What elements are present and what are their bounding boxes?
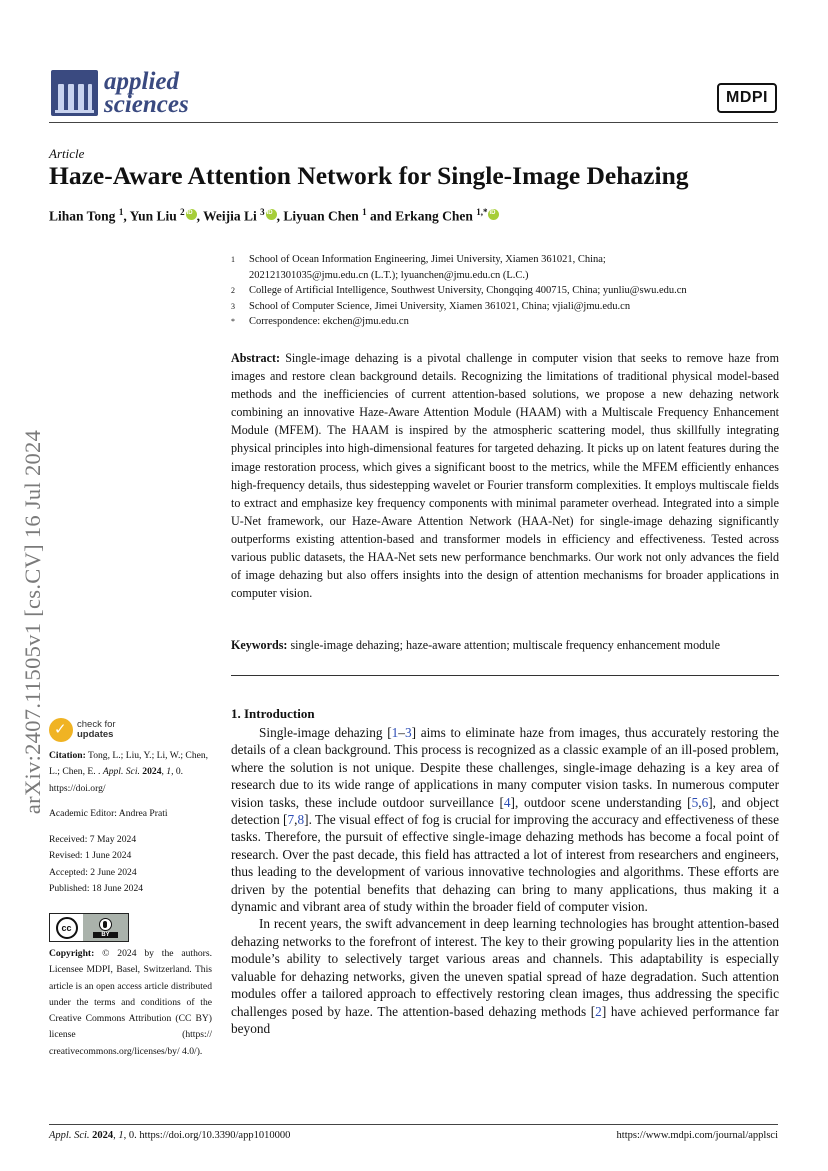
author-affiliation-mark: 1 (118, 207, 124, 217)
journal-name (104, 70, 189, 116)
author-name: Liyuan Chen (283, 208, 363, 224)
publisher-logo (717, 83, 777, 113)
journal-logo-icon (51, 70, 98, 116)
journal-logo (51, 70, 189, 116)
author-affiliation-mark: 1 (362, 207, 367, 217)
publisher-name: MDPI (717, 83, 777, 113)
citation-link[interactable]: 2 (595, 1003, 602, 1019)
author-affiliation-mark: 2 (180, 207, 185, 217)
arxiv-stamp (13, 372, 53, 872)
author-name: Yun Liu (129, 208, 181, 224)
journal-name-line1: applied (104, 68, 179, 95)
citation: Citation: Tong, L.; Liu, Y.; Li, W.; Chen, L.; Chen, E. . Appl. Sci. 2024, 1, 0. https://doi.org/ (49, 750, 209, 794)
section-heading: 1. Introduction (231, 706, 315, 721)
paragraph: Single-image dehazing [1–3] aims to eliminate haze from images, thus accurately restoring the details of a clean background. This process is recognized as a classic example of an ill-posed problem, where the solution is not unique. Despite these challenges, single-image dehazing is a key area of research due to its wide range of applications in many computer vision tasks. In numerous computer vision tasks, these include outdoor surveillance [4], outdoor scene understanding [5,6], and object detection [7,8]. The visual effect of fog is crucial for improving the accuracy and effectiveness of these tasks. Therefore, the pursuit of effective single-image dehazing methods has become a focal point of research. Over the past decade, this field has attracted a lot of interest from researchers and engineers, thus leading to the development of various innovative technologies and algorithms. These efforts are driven by the potential benefits that dehazing can bring to many applications, thus making it a dynamic and vibrant area of study within the broader field of computer vision. (231, 725, 779, 915)
citation-link[interactable]: 6 (701, 794, 709, 810)
author-name: Weijia Li (203, 208, 261, 224)
author-affiliation-mark: 3 (260, 207, 265, 217)
citation-link[interactable]: 3 (404, 725, 412, 740)
article-type: Article (49, 146, 85, 161)
affiliation-number (231, 268, 249, 284)
citation-year: 2024 (142, 766, 162, 778)
citation-volume: 1 (166, 766, 172, 778)
check-icon (49, 718, 73, 742)
date-published: Published: 18 June 2024 (49, 882, 144, 894)
copyright-label: Copyright: (49, 948, 95, 959)
affiliation-number: 3 (231, 301, 235, 311)
arxiv-id: arXiv:2407.11505v1 [cs.CV] 16 Jul 2024 (20, 429, 45, 815)
affiliation-text: College of Artificial Intelligence, Southwest University, Chongqing 400715, China; yunliu@swu.edu.cn (249, 285, 687, 297)
copyright-text: © 2024 by the authors. Licensee MDPI, Basel, Switzerland. This article is an open access article distributed under the terms and conditions of the Creative Commons Attribution (CC BY) license (https:// creativecommons.org/licenses/by/ 4.0/). (49, 948, 212, 1057)
orcid-icon[interactable] (488, 209, 499, 220)
abstract (231, 349, 779, 602)
author-affiliation-mark: 1,* (476, 207, 488, 217)
dates (49, 832, 143, 897)
cc-by-label: BY (93, 932, 117, 938)
citation-link[interactable]: 4 (503, 794, 511, 810)
footer-doi[interactable]: , 0. https://doi.org/10.3390/app1010000 (123, 1130, 291, 1141)
journal-name-line2: sciences (104, 91, 189, 118)
citation-doi[interactable]: , 0. https://doi.org/ (49, 766, 184, 794)
affiliation-item (231, 314, 687, 330)
header-divider (49, 122, 778, 123)
affiliation-item (231, 299, 687, 315)
citation-link[interactable]: 1 (391, 725, 399, 740)
footer-volume: 1 (118, 1130, 124, 1141)
citation-link[interactable]: 5 (691, 794, 699, 810)
check-updates-line2: updates (77, 729, 114, 740)
date-revised: Revised: 1 June 2024 (49, 850, 132, 862)
affiliation-number: * (231, 317, 235, 327)
paragraph: In recent years, the swift advancement in deep learning technologies has brought attention-based dehazing networks to the forefront of interest. The key to their growing popularity lies in the attention module’s ability to selectively target various areas and channels. This adaptability is especially valuable for dehazing networks, given the uneven spatial spread of haze degradation. Such attention modules offer a tailored approach to effectively restoring clean images, thus addressing the specific challenges posed by haze. The attention-based dehazing methods [2] have achieved performance far beyond (231, 916, 779, 1036)
footer-journal-url[interactable]: https://www.mdpi.com/journal/applsci (616, 1130, 778, 1141)
affiliation-text: School of Computer Science, Jimei University, Xiamen 361021, China; vjiali@jmu.edu.cn (249, 300, 631, 312)
citation-link[interactable]: 8 (297, 812, 305, 828)
author-list: Lihan Tong $^1$, Yun Liu $^2$iD , Weijia Li $^3$iD , Liyuan Chen $^1$ and Erkang Chen $^{1,*}$iD (49, 207, 499, 225)
orcid-icon[interactable] (266, 209, 277, 220)
footer-year: 2024 (92, 1130, 114, 1141)
author-name: Lihan Tong (49, 208, 119, 224)
date-accepted: Accepted: 2 June 2024 (49, 866, 137, 878)
affiliation-number: 1 (231, 255, 235, 264)
footer-divider (49, 1124, 778, 1125)
citation-text: Tong, L.; Liu, Y.; Li, W.; Chen, L.; Chen, E. . (49, 750, 209, 778)
affiliation-item (231, 252, 687, 268)
citation-link[interactable]: 7 (287, 812, 295, 828)
academic-editor: Academic Editor: Andrea Prati (49, 808, 168, 819)
check-for-updates-button[interactable] (49, 718, 116, 742)
footer-citation: Appl. Sci. 2024, 1, 0. https://doi.org/10.3390/app1010000 (49, 1130, 291, 1141)
footer-journal: Appl. Sci. (49, 1130, 90, 1141)
author-name: Erkang Chen (395, 208, 477, 224)
paper-title: Haze-Aware Attention Network for Single-Image Dehazing (49, 161, 689, 190)
abstract-text: Single-image dehazing is a pivotal challenge in computer vision that seeks to remove haze from images and restore clean background details. Recognizing the limitations of traditional physical model-based methods and the inefficiencies of current attention-based solutions, we propose a new dehazing network combining an innovative Haze-Aware Attention Module (HAAM) with a Multiscale Frequency Enhancement Module (MFEM). The HAAM is inspired by the atmospheric scattering model, thus skillfully integrating physical principles into high-dimensional features for targeted dehazing. It picks up on latent features during the image restoration process, which gives a significant boost to the metrics, while the MFEM efficiently enhances high-frequency details, thus sidestepping wavelet or Fourier transform complexities. It employs multiscale fields to extract and emphasize key frequency components with minimal parameter overhead. Integrated into a simple U-Net framework, our Haze-Aware Attention Network (HAA-Net) for single-image dehazing significantly outperforms existing attention-based and transformer models in efficiency and effectiveness. Tested across various public datasets, the HAA-Net sets new performance benchmarks. Our work not only advances the field of image dehazing but also offers insights into the design of attention mechanisms for broader applications in computer vision. (231, 351, 780, 601)
check-updates-line1: check for (77, 719, 116, 730)
affiliation-item (231, 283, 687, 299)
section-body (231, 724, 779, 1037)
affiliation-text: School of Ocean Information Engineering, Jimei University, Xiamen 361021, China; (249, 254, 606, 265)
affiliation-number: 2 (231, 286, 235, 296)
affiliation-text: Correspondence: ekchen@jmu.edu.cn (249, 316, 409, 328)
affiliations (231, 252, 687, 330)
affiliation-item (231, 268, 687, 284)
date-received: Received: 7 May 2024 (49, 834, 137, 845)
cc-by-license-badge[interactable] (49, 913, 129, 942)
person-icon (99, 918, 112, 931)
affiliation-text: 202121301035@jmu.edu.cn (L.T.); lyuanchen@jmu.edu.cn (L.C.) (249, 269, 529, 281)
keywords (231, 636, 779, 654)
citation-label: Citation: (49, 750, 86, 761)
section-divider (231, 675, 779, 676)
orcid-icon[interactable] (186, 209, 197, 220)
cc-icon: cc (56, 917, 78, 939)
keywords-label: Keywords: (231, 638, 288, 652)
abstract-label: Abstract: (231, 351, 281, 365)
copyright (49, 946, 212, 1060)
citation-journal: Appl. Sci. (102, 766, 140, 778)
keywords-text: single-image dehazing; haze-aware attention; multiscale frequency enhancement module (290, 638, 720, 652)
